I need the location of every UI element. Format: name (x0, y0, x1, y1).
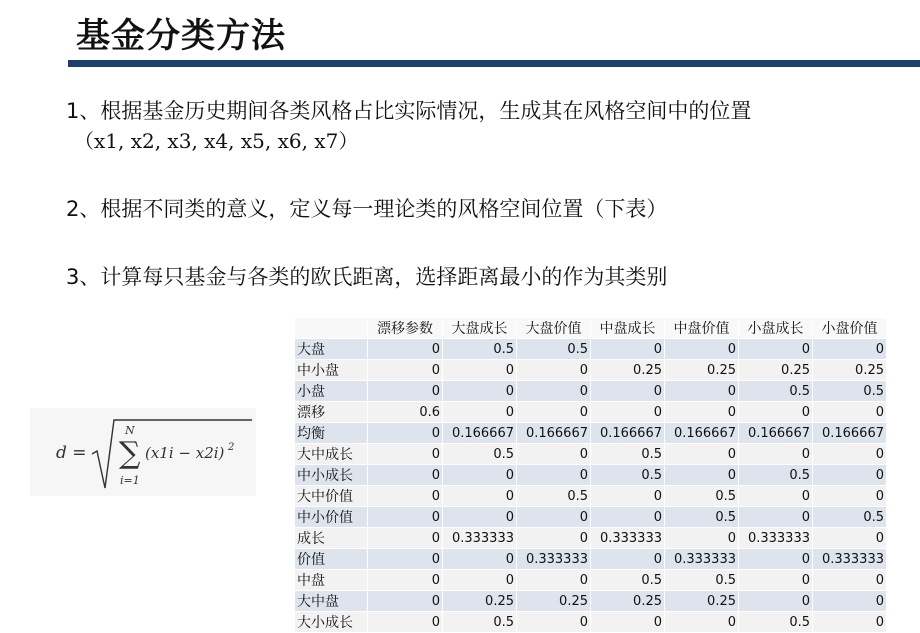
row-label: 大中价值 (295, 486, 368, 507)
table-cell: 0 (517, 507, 591, 528)
table-cell: 0.166667 (739, 423, 813, 444)
table-cell: 0.5 (443, 444, 517, 465)
table-row (295, 486, 887, 507)
row-label: 均衡 (295, 423, 368, 444)
table-cell: 0.333333 (443, 528, 517, 549)
table-cell: 0 (739, 339, 813, 360)
table-cell: 0 (443, 507, 517, 528)
table-cell: 0 (517, 381, 591, 402)
formula-exponent: 2 (228, 442, 235, 453)
table-cell: 0 (368, 528, 443, 549)
table-cell: 0.25 (517, 591, 591, 612)
table-cell: 0 (443, 549, 517, 570)
table-cell: 0 (739, 507, 813, 528)
table-row (295, 339, 887, 360)
table-cell: 0 (665, 444, 739, 465)
table-cell: 0.25 (739, 360, 813, 381)
row-label: 价值 (295, 549, 368, 570)
table-cell: 0 (739, 570, 813, 591)
table-cell: 0.333333 (739, 528, 813, 549)
table-row (295, 528, 887, 549)
table-cell: 0 (813, 465, 887, 486)
table-cell: 0 (665, 339, 739, 360)
sigma-symbol: ∑ (119, 436, 141, 471)
table-cell: 0 (665, 381, 739, 402)
formula-upper-limit: N (125, 424, 135, 437)
formula-body: (x1i − x2i) (145, 444, 225, 462)
step-2-text: 2、根据不同类的意义，定义每一理论类的风格空间位置（下表） (66, 197, 668, 221)
column-header: 中盘价值 (665, 318, 739, 339)
title-divider (68, 60, 920, 67)
table-header-row (295, 318, 887, 339)
table-cell: 0 (368, 423, 443, 444)
table-cell: 0 (665, 612, 739, 633)
table-row (295, 423, 887, 444)
table-cell: 0 (739, 444, 813, 465)
table-cell: 0.5 (739, 465, 813, 486)
formula-lower-limit: i=1 (120, 474, 140, 487)
table-cell: 0 (368, 570, 443, 591)
table-cell: 0 (517, 528, 591, 549)
table-cell: 0 (368, 486, 443, 507)
table-cell: 0 (813, 570, 887, 591)
table-cell: 0 (368, 612, 443, 633)
row-label: 漂移 (295, 402, 368, 423)
row-label: 中盘 (295, 570, 368, 591)
table-cell: 0 (368, 339, 443, 360)
table-cell: 0.5 (739, 381, 813, 402)
table-cell: 0 (739, 549, 813, 570)
table-cell: 0.5 (665, 486, 739, 507)
table-cell: 0 (517, 402, 591, 423)
table-cell: 0 (368, 591, 443, 612)
table-cell: 0 (368, 444, 443, 465)
table-cell: 0 (665, 465, 739, 486)
table-cell: 0.5 (813, 507, 887, 528)
table-cell: 0 (443, 570, 517, 591)
table-cell: 0.5 (813, 381, 887, 402)
table-cell: 0 (517, 612, 591, 633)
row-label: 中小成长 (295, 465, 368, 486)
table-cell: 0.166667 (591, 423, 665, 444)
table-cell: 0 (591, 402, 665, 423)
table-cell: 0.5 (591, 570, 665, 591)
style-space-table (294, 317, 887, 633)
table-cell: 0 (368, 549, 443, 570)
table-row (295, 381, 887, 402)
row-label: 中小价值 (295, 507, 368, 528)
column-header: 大盘价值 (517, 318, 591, 339)
table-cell: 0.333333 (517, 549, 591, 570)
row-label: 大盘 (295, 339, 368, 360)
table-cell: 0 (591, 486, 665, 507)
column-header: 漂移参数 (368, 318, 443, 339)
formula-lhs: d = (56, 443, 87, 463)
table-cell: 0.5 (665, 570, 739, 591)
table-cell: 0 (591, 612, 665, 633)
header-corner (295, 318, 368, 339)
column-header: 大盘成长 (443, 318, 517, 339)
table-row (295, 549, 887, 570)
page-title: 基金分类方法 (76, 16, 286, 56)
table-cell: 0 (813, 339, 887, 360)
table-cell: 0 (591, 339, 665, 360)
table-cell: 0 (813, 444, 887, 465)
table-cell: 0 (813, 486, 887, 507)
table-cell: 0.333333 (813, 549, 887, 570)
column-header: 中盘成长 (591, 318, 665, 339)
table-cell: 0 (443, 486, 517, 507)
table-cell: 0 (443, 360, 517, 381)
table-cell: 0.5 (443, 339, 517, 360)
table-cell: 0 (443, 402, 517, 423)
table-cell: 0 (517, 444, 591, 465)
table-row (295, 360, 887, 381)
table-cell: 0.166667 (813, 423, 887, 444)
table-cell: 0 (368, 465, 443, 486)
table-cell: 0 (368, 381, 443, 402)
step-1-text: 1、根据基金历史期间各类风格占比实际情况，生成其在风格空间中的位置 (66, 99, 752, 123)
table-cell: 0.5 (739, 612, 813, 633)
table-cell: 0 (368, 507, 443, 528)
table-cell: 0 (517, 570, 591, 591)
table-cell: 0 (813, 402, 887, 423)
table-cell: 0 (368, 360, 443, 381)
row-label: 成长 (295, 528, 368, 549)
table-cell: 0.25 (665, 591, 739, 612)
table-cell: 0.25 (665, 360, 739, 381)
table-cell: 0 (739, 486, 813, 507)
table-cell: 0 (591, 507, 665, 528)
step-1-vector: （x1, x2, x3, x4, x5, x6, x7） (74, 129, 359, 153)
table-cell: 0 (517, 465, 591, 486)
table-cell: 0.5 (665, 507, 739, 528)
column-header: 小盘成长 (739, 318, 813, 339)
table-cell: 0.333333 (591, 528, 665, 549)
table-cell: 0.5 (591, 465, 665, 486)
table-row (295, 444, 887, 465)
table-row (295, 402, 887, 423)
table-cell: 0 (665, 528, 739, 549)
table-row (295, 465, 887, 486)
table-cell: 0.25 (443, 591, 517, 612)
table-row (295, 570, 887, 591)
table-cell: 0.5 (443, 612, 517, 633)
table-cell: 0.25 (813, 360, 887, 381)
row-label: 小盘 (295, 381, 368, 402)
row-label: 大中成长 (295, 444, 368, 465)
row-label: 中小盘 (295, 360, 368, 381)
column-header: 小盘价值 (813, 318, 887, 339)
table-cell: 0.166667 (443, 423, 517, 444)
table-cell: 0.25 (591, 591, 665, 612)
row-label: 大中盘 (295, 591, 368, 612)
table-cell: 0 (443, 465, 517, 486)
row-label: 大小成长 (295, 612, 368, 633)
table-cell: 0.25 (591, 360, 665, 381)
table-row (295, 507, 887, 528)
table-cell: 0.333333 (665, 549, 739, 570)
table-cell: 0 (517, 360, 591, 381)
table-cell: 0 (739, 591, 813, 612)
table-cell: 0.5 (517, 486, 591, 507)
euclidean-distance-formula (30, 408, 256, 496)
table-cell: 0 (443, 381, 517, 402)
table-cell: 0 (813, 591, 887, 612)
table-cell: 0 (665, 402, 739, 423)
table-row (295, 591, 887, 612)
table-cell: 0 (591, 549, 665, 570)
table-cell: 0 (591, 381, 665, 402)
table-cell: 0.5 (517, 339, 591, 360)
table-cell: 0.166667 (665, 423, 739, 444)
table-cell: 0 (739, 402, 813, 423)
table-cell: 0.166667 (517, 423, 591, 444)
table-cell: 0.6 (368, 402, 443, 423)
step-3-text: 3、计算每只基金与各类的欧氏距离，选择距离最小的作为其类别 (66, 265, 668, 289)
table-cell: 0 (813, 612, 887, 633)
table-row (295, 612, 887, 633)
table-cell: 0.5 (591, 444, 665, 465)
table-cell: 0 (813, 528, 887, 549)
